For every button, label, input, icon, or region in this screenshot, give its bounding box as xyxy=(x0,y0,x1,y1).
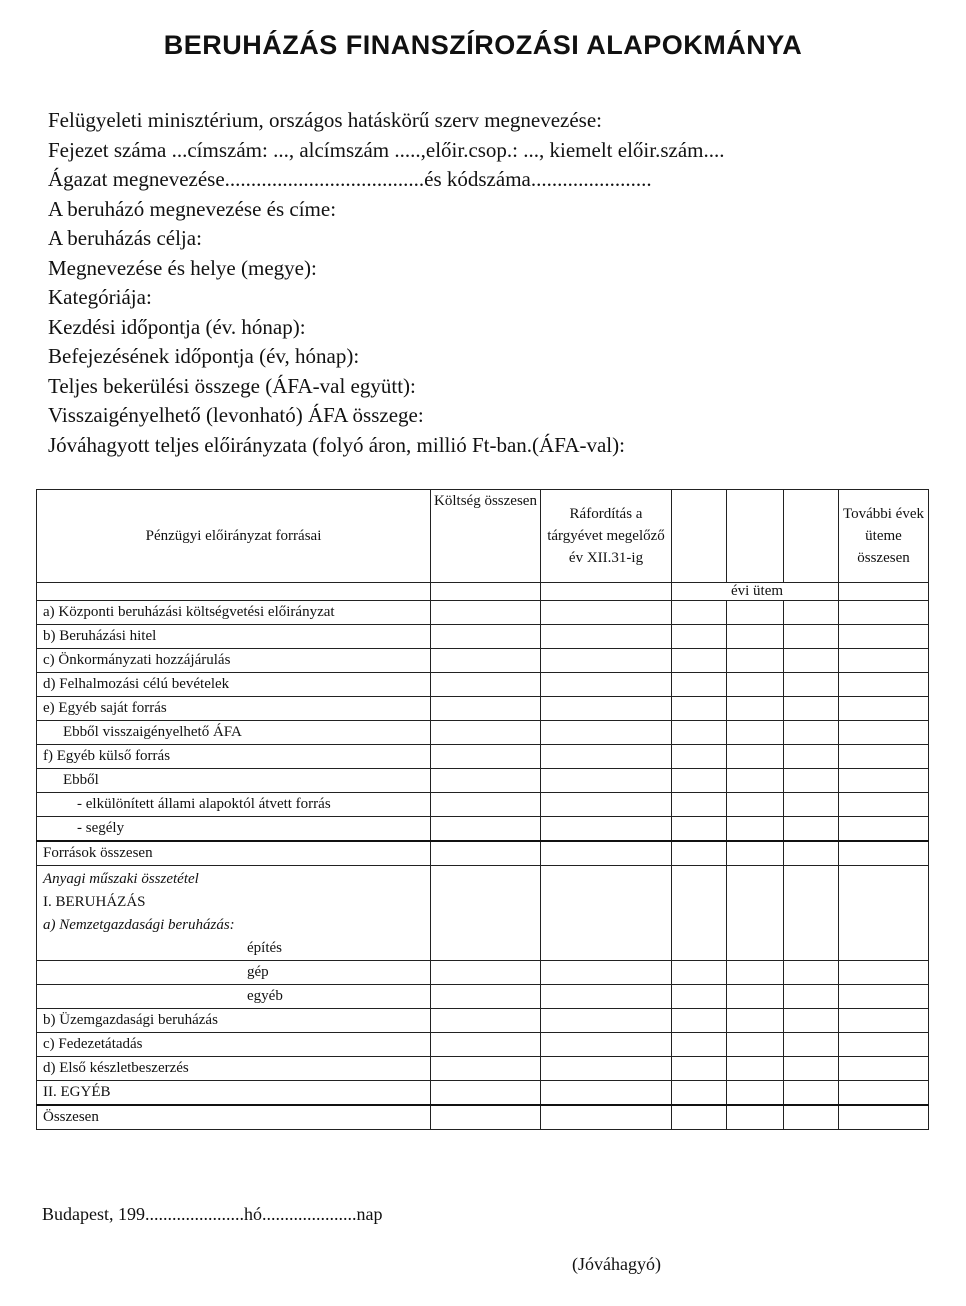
field-investor: A beruházó megnevezése és címe: xyxy=(48,196,337,221)
row-label: - elkülönített állami alapoktól átvett forrás xyxy=(37,793,431,817)
header-expenditure: Ráfordítás a tárgyévet megelőző év XII.31-ig xyxy=(541,490,672,583)
table-header-row xyxy=(37,490,929,583)
row-label: I. BERUHÁZÁS xyxy=(43,894,146,910)
table-row xyxy=(37,1081,929,1106)
table-row xyxy=(37,817,929,842)
field-sector: Ágazat megnevezése......................................és kódszáma....................... xyxy=(48,167,652,191)
table-row xyxy=(37,625,929,649)
annual-rate-label: évi ütem xyxy=(672,583,839,601)
row-label: f) Egyéb külső forrás xyxy=(37,745,431,769)
table-row xyxy=(37,601,929,625)
header-year-col-1 xyxy=(672,490,727,583)
header-fields xyxy=(48,106,928,460)
document-title: BERUHÁZÁS FINANSZÍROZÁSI ALAPOKMÁNYA xyxy=(163,30,803,60)
row-label: d) Első készletbeszerzés xyxy=(37,1057,431,1081)
row-label: d) Felhalmozási célú bevételek xyxy=(37,673,431,697)
table-row xyxy=(37,841,929,866)
approver-signature-label: (Jóváhagyó) xyxy=(572,1254,661,1274)
row-label: II. EGYÉB xyxy=(37,1081,431,1106)
table-row-composition xyxy=(37,866,929,961)
field-approved-appropriation: Jóváhagyott teljes előirányzata (folyó áron, millió Ft-ban.(ÁFA-val): xyxy=(48,432,625,457)
field-vat-reclaimable: Visszaigényelhető (levonható) ÁFA összege: xyxy=(48,403,424,427)
table-row xyxy=(37,985,929,1009)
field-total-cost: Teljes bekerülési összege (ÁFA-val együtt): xyxy=(48,373,416,398)
table-row xyxy=(37,769,929,793)
row-label: Összesen xyxy=(37,1105,431,1130)
field-chapter-numbers: Fejezet száma ...címszám: ..., alcímszám .....,előir.csop.: ..., kiemelt előir.szám.... xyxy=(48,137,725,162)
row-label: építés xyxy=(247,940,282,956)
row-label: a) Központi beruházási költségvetési előirányzat xyxy=(37,601,431,625)
row-label: a) Nemzetgazdasági beruházás: xyxy=(43,917,235,933)
row-label: Anyagi műszaki összetétel xyxy=(43,871,199,887)
financing-table xyxy=(36,489,929,1130)
table-row xyxy=(37,1057,929,1081)
field-name-location: Megnevezése és helye (megye): xyxy=(48,255,317,280)
table-row xyxy=(37,793,929,817)
field-category: Kategóriája: xyxy=(48,285,152,309)
row-label: Ebből xyxy=(37,769,431,793)
field-end-date: Befejezésének időpontja (év, hónap): xyxy=(48,344,360,368)
field-start-date: Kezdési időpontja (év. hónap): xyxy=(48,314,306,339)
header-year-col-2 xyxy=(727,490,784,583)
table-row xyxy=(37,697,929,721)
header-further: További évek üteme összesen xyxy=(839,490,929,583)
table-row xyxy=(37,673,929,697)
row-label: - segély xyxy=(37,817,431,842)
row-label: egyéb xyxy=(37,985,431,1009)
header-year-col-3 xyxy=(784,490,839,583)
table-row xyxy=(37,1033,929,1057)
field-supervising-ministry: Felügyeleti minisztérium, országos hatáskörű szerv megnevezése: xyxy=(48,108,602,132)
row-label: Ebből visszaigényelhető ÁFA xyxy=(37,721,431,745)
row-label: b) Üzemgazdasági beruházás xyxy=(37,1009,431,1033)
table-unit-row xyxy=(37,583,929,601)
table-row xyxy=(37,649,929,673)
row-label: gép xyxy=(37,961,431,985)
row-label: e) Egyéb saját forrás xyxy=(37,697,431,721)
table-row xyxy=(37,721,929,745)
row-label: Források összesen xyxy=(37,841,431,866)
row-label: c) Fedezetátadás xyxy=(37,1033,431,1057)
table-row xyxy=(37,1009,929,1033)
row-label: b) Beruházási hitel xyxy=(37,625,431,649)
table-row xyxy=(37,745,929,769)
field-purpose: A beruházás célja: xyxy=(48,226,202,250)
header-cost-total: Költség összesen xyxy=(431,490,541,583)
place-date-line: Budapest, 199......................hó.....................nap xyxy=(42,1204,383,1224)
table-row xyxy=(37,961,929,985)
header-sources: Pénzügyi előirányzat forrásai xyxy=(37,490,431,583)
row-label: c) Önkormányzati hozzájárulás xyxy=(37,649,431,673)
table-row-total xyxy=(37,1105,929,1130)
